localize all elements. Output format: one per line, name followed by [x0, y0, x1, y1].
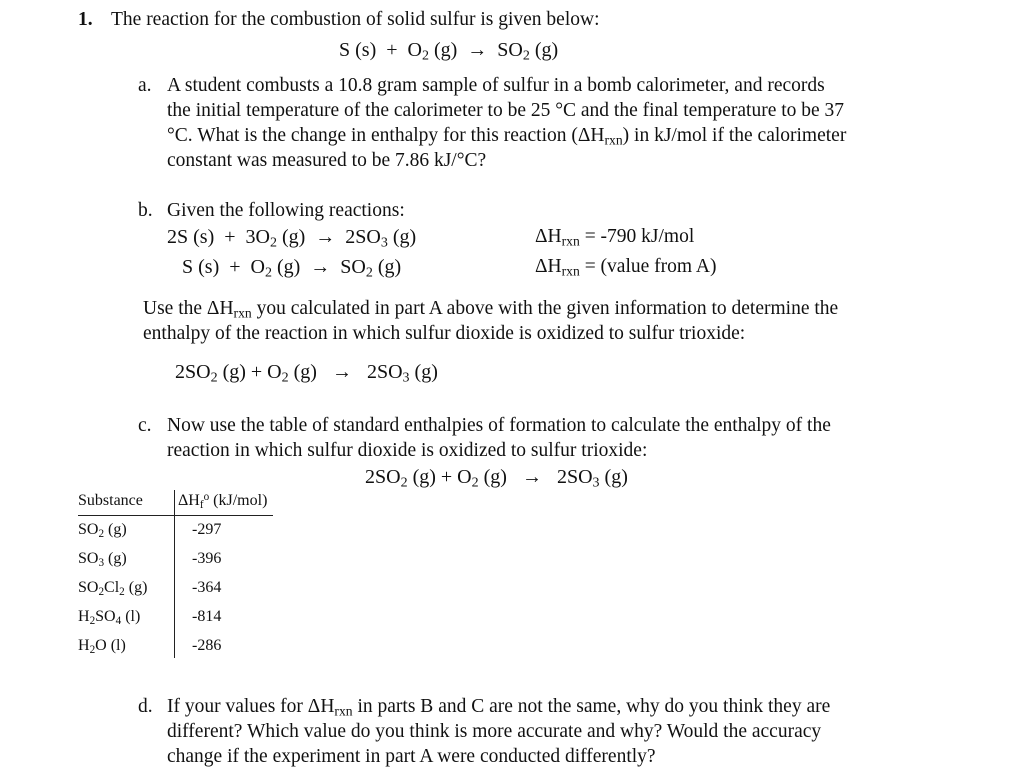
part-b-instruction-line1: Use the $\Delta H_{rxn}$ you calculated in part A above with the given information to determine the	[143, 298, 839, 321]
table-row: $SO_2Cl_2$ (g)	[78, 579, 148, 598]
question-number: 1.	[78, 9, 93, 30]
part-c-letter: c.	[138, 415, 152, 436]
table-header-substance: Substance	[78, 492, 143, 509]
table-cell-value: -297	[192, 521, 222, 538]
table-column-divider	[174, 490, 175, 658]
main-reaction	[339, 38, 558, 62]
table-cell-value: -396	[192, 550, 222, 567]
table-row: $SO_3$ (g)	[78, 550, 127, 569]
part-b-letter: b.	[138, 200, 153, 221]
enthalpy-table	[78, 490, 278, 670]
plus-sign: +	[386, 39, 398, 61]
table-row: $H_2O$ (l)	[78, 637, 126, 656]
reactant-oxygen: $O_2$ (g)	[407, 39, 458, 64]
part-d-line2: different? Which value do you think is more accurate and why? Would the accuracy	[167, 721, 822, 742]
part-d-line1: If your values for $\Delta H_{rxn}$ in parts B and C are not the same, why do you think they are	[167, 696, 831, 719]
table-row: $SO_2$ (g)	[78, 521, 127, 540]
given-reaction-2-enthalpy: $\Delta H_{rxn}$ = (value from A)	[535, 256, 717, 279]
part-c-target-reaction: $2SO_2$ $(g) + O_2$ (g) → $2SO_3$ (g)	[365, 466, 628, 491]
part-c-line2: reaction in which sulfur dioxide is oxidized to sulfur trioxide:	[167, 440, 648, 461]
part-a-line1: A student combusts a 10.8 gram sample of sulfur in a bomb calorimeter, and records	[167, 75, 825, 96]
table-cell-value: -814	[192, 608, 222, 625]
part-a-line4: constant was measured to be 7.86 kJ/°C?	[167, 150, 487, 171]
product-so2: $SO_2$ (g)	[497, 39, 559, 64]
part-b-target-reaction: $2SO_2$ $(g) + O_2$ (g) → $2SO_3$ (g)	[175, 361, 438, 386]
part-d-letter: d.	[138, 696, 153, 717]
part-b-instruction-line2: enthalpy of the reaction in which sulfur dioxide is oxidized to sulfur trioxide:	[143, 323, 746, 344]
question-intro: The reaction for the combustion of solid sulfur is given below:	[111, 9, 600, 30]
reactant-sulfur: S (s)	[339, 39, 377, 61]
given-reaction-2: S $(s) + O_2$ $(g) \to SO_2$ (g)	[182, 256, 402, 281]
part-c-line1: Now use the table of standard enthalpies of formation to calculate the enthalpy of the	[167, 415, 831, 436]
part-a-letter: a.	[138, 75, 152, 96]
table-header-divider	[78, 515, 273, 516]
given-reaction-1-enthalpy: $\Delta H_{rxn} = -790$ kJ/mol	[535, 226, 695, 249]
table-row: $H_2SO_4$ (l)	[78, 608, 141, 627]
part-a-line2: the initial temperature of the calorimeter to be 25 °C and the final temperature to be 37	[167, 100, 845, 121]
table-cell-value: -364	[192, 579, 222, 596]
part-d-line3: change if the experiment in part A were conducted differently?	[167, 746, 656, 767]
table-header-enthalpy: $\Delta H_f^o$ (kJ/mol)	[178, 490, 268, 511]
reaction-arrow: →	[467, 39, 488, 61]
given-reaction-1: 2S $(s) + 3O_2$ $(g) \to 2SO_3$ (g)	[167, 226, 417, 251]
part-b-intro: Given the following reactions:	[167, 200, 405, 221]
table-cell-value: -286	[192, 637, 222, 654]
part-a-line3: °C. What is the change in enthalpy for this reaction $(\Delta H_{rxn})$ in kJ/mol if the calorimeter	[167, 125, 847, 148]
